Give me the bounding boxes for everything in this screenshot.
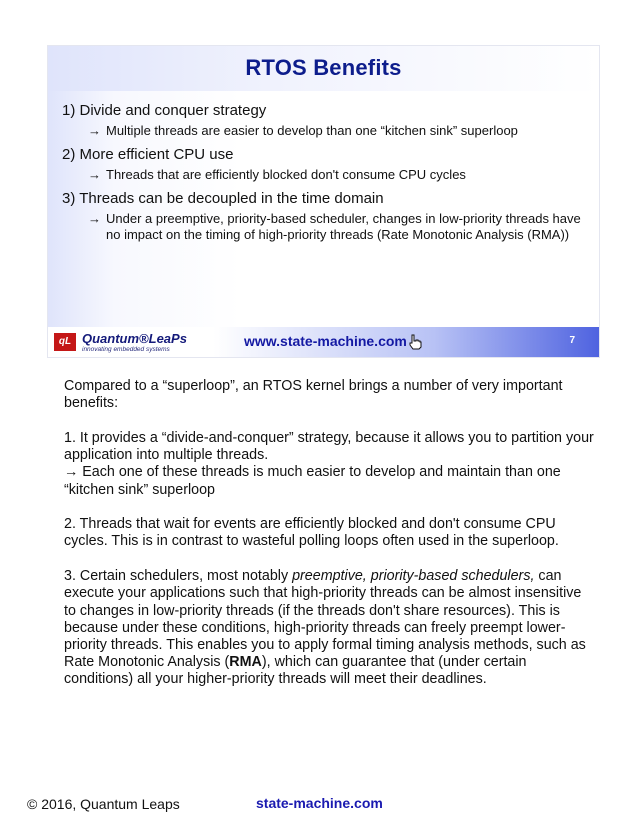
quantum-leaps-logo [54, 331, 204, 355]
arrow-icon: → [88, 211, 101, 226]
logo-name: Quantum®LeaPs [82, 331, 187, 346]
notes-point-2: 2. Threads that wait for events are efficiently blocked and don't consume CPU cycles. This is in contrast to wasteful polling loops often used in the superloop. [64, 516, 559, 550]
slide-sub-bullet-2 [88, 167, 592, 183]
copyright-notice: © 2016, Quantum Leaps [27, 796, 180, 812]
slide-footer-url: www.state-machine.com [244, 333, 407, 349]
logo-mark: qL [54, 333, 76, 351]
slide-title: RTOS Benefits [245, 55, 402, 80]
slide-sub-bullet-text: Threads that are efficiently blocked don't consume CPU cycles [106, 167, 466, 182]
notes-point-3-text: can execute your applications such that high-priority threads can be almost insensitive to changes in low-priority threads (if the threads don't share resources). This is because under these conditions, high-priority threads can freely preempt lower-priority threads. This enables you to apply formal timing analysis methods, such as Rate Monotonic Analysis ( [64, 568, 586, 671]
notes-point-3-rma: RMA [229, 654, 262, 671]
notes-point-3-text: ), which can guarantee that (under certain conditions) all your higher-priority threads will meet their deadlines. [64, 654, 527, 688]
slide-bullet-3: 3) Threads can be decoupled in the time domain [62, 190, 384, 207]
logo-tagline: innovating embedded systems [82, 346, 170, 353]
notes-point-3-text: 3. Certain schedulers, most notably [64, 568, 293, 585]
slide-bullets [62, 101, 592, 249]
arrow-icon: → [88, 123, 101, 138]
slide-footer [48, 327, 599, 357]
notes-text [64, 378, 594, 689]
notes-intro: Compared to a “superloop”, an RTOS kernel brings a number of very important benefits: [64, 378, 563, 412]
hand-cursor-icon [406, 333, 424, 351]
slide-bullet-2: 2) More efficient CPU use [62, 146, 234, 163]
notes-point-1: 1. It provides a “divide-and-conquer” strategy, because it allows you to partition your application into multiple threads. [64, 429, 594, 464]
slide-sub-bullet-3 [88, 211, 592, 243]
slide-number: 7 [569, 335, 575, 346]
slide-bullet-1: 1) Divide and conquer strategy [62, 102, 267, 119]
notes-point-3-emphasis: preemptive, priority-based schedulers, [292, 568, 535, 585]
slide-sub-bullet-text: Multiple threads are easier to develop than one “kitchen sink” superloop [106, 123, 518, 138]
slide-image [47, 45, 600, 358]
slide-sub-bullet-1 [88, 123, 592, 139]
notes-point-3 [64, 568, 594, 688]
site-link[interactable]: state-machine.com [256, 795, 383, 811]
notes-point-1-arrow: → Each one of these threads is much easier to develop and maintain than one “kitchen sink” superloop [64, 464, 561, 498]
slide-sub-bullet-text: Under a preemptive, priority-based scheduler, changes in low-priority threads have no impact on the timing of high-priority threads (Rate Monotonic Analysis (RMA)) [106, 211, 581, 242]
arrow-icon: → [88, 167, 101, 182]
